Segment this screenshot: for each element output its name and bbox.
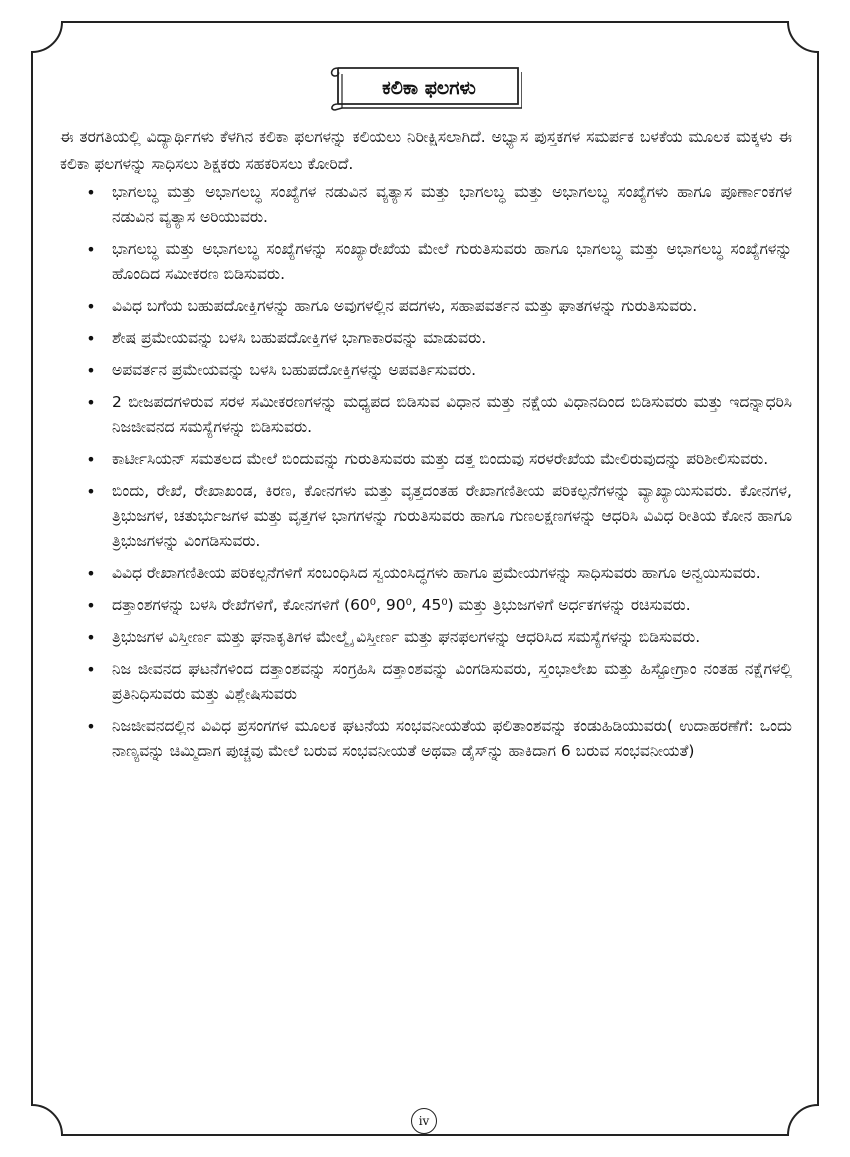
list-item — [60, 294, 792, 319]
list-item — [60, 358, 792, 383]
bullet-icon: • — [86, 393, 96, 412]
list-item-text: ದತ್ತಾಂಶಗಳನ್ನು ಬಳಸಿ ರೇಖೆಗಳಿಗೆ, ಕೋನಗಳಿಗೆ (60⁰, 90⁰, 45⁰) ಮತ್ತು ತ್ರಿಭುಜಗಳಿಗೆ ಅರ್ಧಕಗಳನ್ನು ರಚಿಸುವರು. — [112, 596, 691, 614]
list-item-text: ನಿಜಜೀವನದಲ್ಲಿನ ವಿವಿಧ ಪ್ರಸಂಗಗಳ ಮೂಲಕ ಘಟನೆಯ ಸಂಭವನೀಯತೆಯ ಫಲಿತಾಂಶವನ್ನು ಕಂಡುಹಿಡಿಯುವರು( ಉದಾಹರಣೆಗೆ: ಒಂದು ನಾಣ್ಯವನ್ನು ಚಿಮ್ಮಿದಾಗ ಪುಚ್ಚವು ಮೇಲೆ ಬರುವ ಸಂಭವನೀಯತೆ ಅಥವಾ ಡೈಸ್‌ನ್ನು ಹಾಕಿದಾಗ 6 ಬರುವ ಸಂಭವನೀಯತೆ) — [112, 717, 792, 760]
page-number: iv — [411, 1108, 437, 1134]
list-item — [60, 237, 792, 287]
bullet-icon: • — [86, 564, 96, 583]
list-item-text: ಕಾರ್ಟೀಸಿಯನ್ ಸಮತಲದ ಮೇಲೆ ಬಿಂದುವನ್ನು ಗುರುತಿಸುವರು ಮತ್ತು ದತ್ತ ಬಿಂದುವು ಸರಳರೇಖೆಯ ಮೇಲಿರುವುದನ್ನು ಪರಿಶೀಲಿಸುವರು. — [112, 450, 769, 468]
list-item-text: ಅಪವರ್ತನ ಪ್ರಮೇಯವನ್ನು ಬಳಸಿ ಬಹುಪದೋಕ್ತಿಗಳನ್ನು ಅಪವರ್ತಿಸುವರು. — [112, 361, 477, 379]
list-item-text: 2 ಬೀಜಪದಗಳಿರುವ ಸರಳ ಸಮೀಕರಣಗಳನ್ನು ಮಧ್ಯಪದ ಬಿಡಿಸುವ ವಿಧಾನ ಮತ್ತು ನಕ್ಷೆಯ ವಿಧಾನದಿಂದ ಬಿಡಿಸುವರು ಮತ್ತು ಇದನ್ನಾಧರಿಸಿ ನಿಜಜೀವನದ ಸಮಸ್ಯೆಗಳನ್ನು ಬಿಡಿಸುವರು. — [112, 393, 792, 436]
list-item — [60, 479, 792, 554]
bullet-icon: • — [86, 717, 96, 736]
list-item — [60, 593, 792, 618]
bullet-icon: • — [86, 329, 96, 348]
list-item — [60, 625, 792, 650]
list-item — [60, 326, 792, 351]
bullet-icon: • — [86, 297, 96, 316]
list-item-text: ತ್ರಿಭುಜಗಳ ವಿಸ್ತೀರ್ಣ ಮತ್ತು ಘನಾಕೃತಿಗಳ ಮೇಲ್ಮೈ ವಿಸ್ತೀರ್ಣ ಮತ್ತು ಘನಫಲಗಳನ್ನು ಆಧರಿಸಿದ ಸಮಸ್ಯೆಗಳನ್ನು ಬಿಡಿಸುವರು. — [112, 628, 701, 646]
title-banner — [326, 64, 522, 112]
list-item-text: ನಿಜ ಜೀವನದ ಘಟನೆಗಳಿಂದ ದತ್ತಾಂಶವನ್ನು ಸಂಗ್ರಹಿಸಿ ದತ್ತಾಂಶವನ್ನು ವಿಂಗಡಿಸುವರು, ಸ್ತಂಭಾಲೇಖ ಮತ್ತು ಹಿಸ್ಟೋಗ್ರಾಂ ನಂತಹ ನಕ್ಷೆಗಳಲ್ಲಿ ಪ್ರತಿನಿಧಿಸುವರು ಮತ್ತು ವಿಶ್ಲೇಷಿಸುವರು — [112, 660, 792, 703]
bullet-icon: • — [86, 628, 96, 647]
bullet-icon: • — [86, 183, 96, 202]
list-item-text: ವಿವಿಧ ಬಗೆಯ ಬಹುಪದೋಕ್ತಿಗಳನ್ನು ಹಾಗೂ ಅವುಗಳಲ್ಲಿನ ಪದಗಳು, ಸಹಾಪವರ್ತನ ಮತ್ತು ಘಾತಗಳನ್ನು ಗುರುತಿಸುವರು. — [112, 297, 698, 315]
list-item-text: ವಿವಿಧ ರೇಖಾಗಣಿತೀಯ ಪರಿಕಲ್ಪನೆಗಳಿಗೆ ಸಂಬಂಧಿಸಿದ ಸ್ವಯಂಸಿದ್ಧಗಳು ಹಾಗೂ ಪ್ರಮೇಯಗಳನ್ನು ಸಾಧಿಸುವರು ಹಾಗೂ ಅನ್ವಯಿಸುವರು. — [112, 564, 761, 582]
bullet-icon: • — [86, 660, 96, 679]
list-item — [60, 180, 792, 230]
intro-paragraph: ಈ ತರಗತಿಯಲ್ಲಿ ವಿದ್ಯಾರ್ಥಿಗಳು ಕೆಳಗಿನ ಕಲಿಕಾ ಫಲಗಳನ್ನು ಕಲಿಯಲು ನಿರೀಕ್ಷಿಸಲಾಗಿದೆ. ಅಭ್ಯಾಸ ಪುಸ್ತಕಗಳ ಸಮರ್ಪಕ ಬಳಕೆಯ ಮೂಲಕ ಮಕ್ಕಳು ಈ ಕಲಿಕಾ ಫಲಗಳನ್ನು ಸಾಧಿಸಲು ಶಿಕ್ಷಕರು ಸಹಕರಿಸಲು ಕೋರಿದೆ. — [60, 128, 792, 173]
bullet-icon: • — [86, 482, 96, 501]
learning-outcomes-content — [60, 124, 792, 771]
bullet-icon: • — [86, 361, 96, 380]
page-title: ಕಲಿಕಾ ಫಲಗಳು — [382, 77, 476, 99]
outcomes-list — [60, 180, 792, 764]
list-item-text: ಭಾಗಲಬ್ಧ ಮತ್ತು ಅಭಾಗಲಬ್ಧ ಸಂಖ್ಯೆಗಳ ನಡುವಿನ ವ್ಯತ್ಯಾಸ ಮತ್ತು ಭಾಗಲಬ್ಧ ಮತ್ತು ಅಭಾಗಲಬ್ಧ ಸಂಖ್ಯೆಗಳು ಹಾಗೂ ಪೂರ್ಣಾಂಕಗಳ ನಡುವಿನ ವ್ಯತ್ಯಾಸ ಅರಿಯುವರು. — [112, 183, 792, 226]
list-item-text: ಬಿಂದು, ರೇಖೆ, ರೇಖಾಖಂಡ, ಕಿರಣ, ಕೋನಗಳು ಮತ್ತು ವೃತ್ತದಂತಹ ರೇಖಾಗಣಿತೀಯ ಪರಿಕಲ್ಪನೆಗಳನ್ನು ವ್ಯಾಖ್ಯಾಯಿಸುವರು. ಕೋನಗಳ, ತ್ರಿಭುಜಗಳ, ಚತುರ್ಭುಜಗಳ ಮತ್ತು ವೃತ್ತಗಳ ಭಾಗಗಳನ್ನು ಗುರುತಿಸುವರು ಹಾಗೂ ಗುಣಲಕ್ಷಣಗಳನ್ನು ಆಧರಿಸಿ ವಿವಿಧ ರೀತಿಯ ಕೋನ ಹಾಗೂ ತ್ರಿಭುಜಗಳನ್ನು ವಿಂಗಡಿಸುವರು. — [112, 482, 792, 550]
bullet-icon: • — [86, 240, 96, 259]
list-item — [60, 657, 792, 707]
list-item — [60, 390, 792, 440]
list-item — [60, 561, 792, 586]
list-item — [60, 447, 792, 472]
bullet-icon: • — [86, 450, 96, 469]
bullet-icon: • — [86, 596, 96, 615]
list-item — [60, 714, 792, 764]
list-item-text: ಭಾಗಲಬ್ಧ ಮತ್ತು ಅಭಾಗಲಬ್ಧ ಸಂಖ್ಯೆಗಳನ್ನು ಸಂಖ್ಯಾರೇಖೆಯ ಮೇಲೆ ಗುರುತಿಸುವರು ಹಾಗೂ ಭಾಗಲಬ್ಧ ಮತ್ತು ಅಭಾಗಲಬ್ಧ ಸಂಖ್ಯೆಗಳನ್ನು ಹೊಂದಿದ ಸಮೀಕರಣ ಬಿಡಿಸುವರು. — [112, 240, 792, 283]
list-item-text: ಶೇಷ ಪ್ರಮೇಯವನ್ನು ಬಳಸಿ ಬಹುಪದೋಕ್ತಿಗಳ ಭಾಗಾಕಾರವನ್ನು ಮಾಡುವರು. — [112, 329, 487, 347]
